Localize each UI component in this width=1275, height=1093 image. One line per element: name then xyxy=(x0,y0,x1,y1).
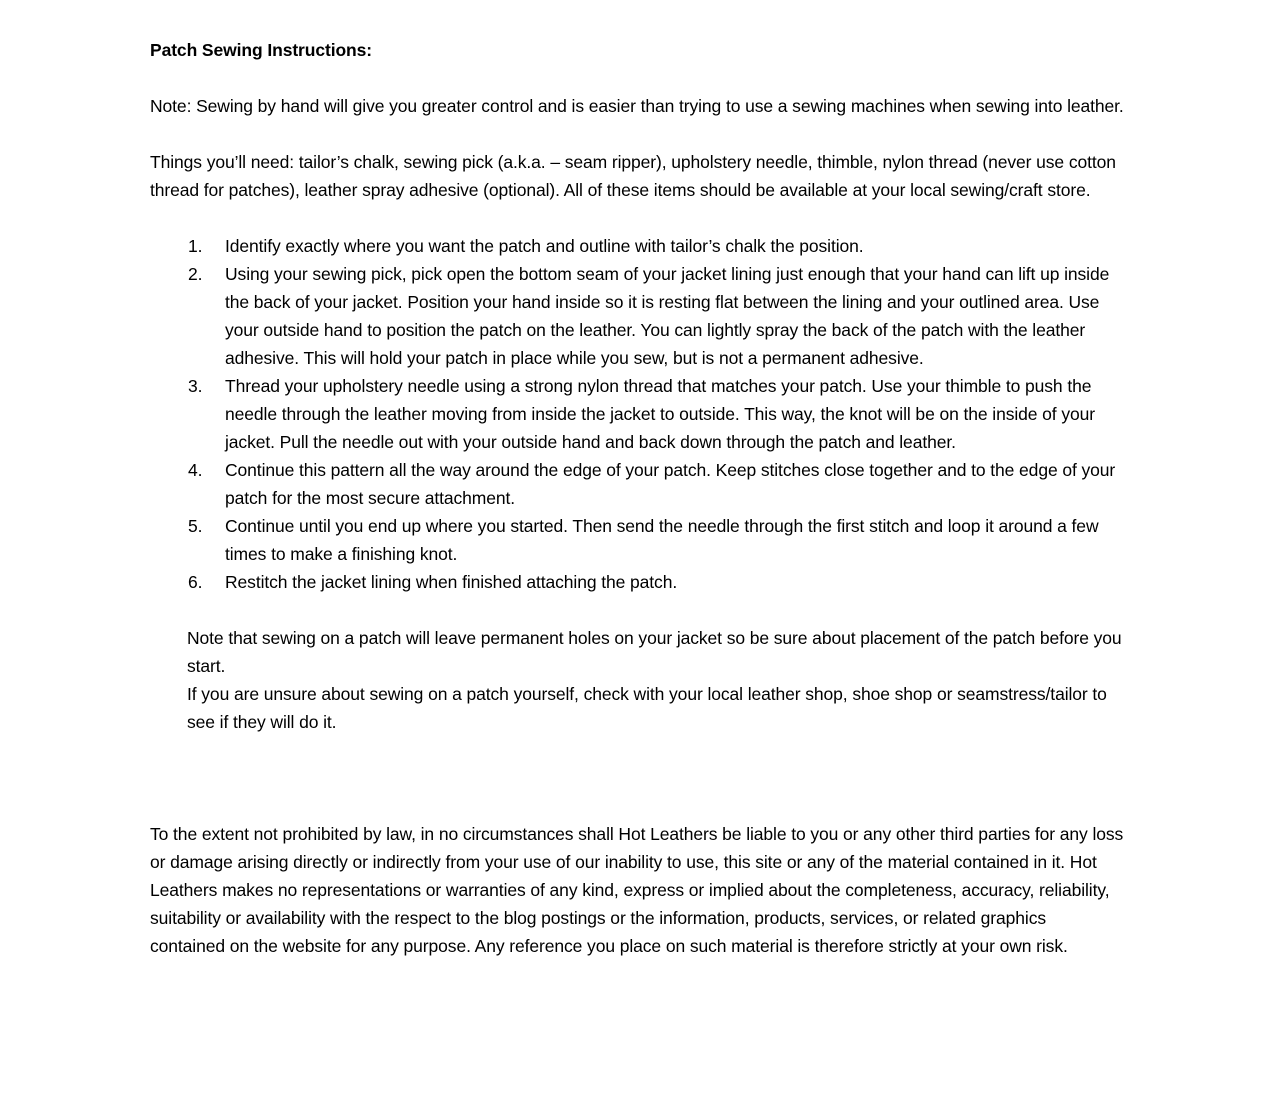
legal-disclaimer-paragraph: To the extent not prohibited by law, in no circumstances shall Hot Leathers be liable to you or any other third parties for any loss or damage arising directly or indirectly from your use of our inability to use, this site or any of the material contained in it. Hot Leathers makes no representations or warranties of any kind, express or implied about the completeness, accuracy, reliability, suitability or availability with the respect to the blog postings or the information, products, services, or related graphics contained on the website for any purpose. Any reference you place on such material is therefore strictly at your own risk. xyxy=(150,824,1124,956)
instruction-step-5: Continue until you end up where you started. Then send the needle through the first stitch and loop it around a few times to make a finishing knot. xyxy=(225,516,1099,564)
things-needed-paragraph: Things you’ll need: tailor’s chalk, sewing pick (a.k.a. – seam ripper), upholstery needle, thimble, nylon thread (never use cotton thread for patches), leather spray adhesive (optional). All of these items should be available at your local sewing/craft store. xyxy=(150,152,1116,200)
instruction-step-1: Identify exactly where you want the patch and outline with tailor’s chalk the position. xyxy=(225,236,864,256)
instruction-list xyxy=(150,232,1125,596)
instruction-step-4: Continue this pattern all the way around the edge of your patch. Keep stitches close together and to the edge of your patch for the most secure attachment. xyxy=(225,460,1116,508)
intro-note-paragraph: Note: Sewing by hand will give you greater control and is easier than trying to use a sewing machines when sewing into leather. xyxy=(150,96,1124,116)
placement-note-block xyxy=(187,624,1125,736)
placement-note-paragraph: Note that sewing on a patch will leave permanent holes on your jacket so be sure about placement of the patch before you start. xyxy=(187,628,1122,676)
instruction-step-3: Thread your upholstery needle using a strong nylon thread that matches your patch. Use your thimble to push the needle through the leather moving from inside the jacket to outside. This way, the knot will be on the inside of your jacket. Pull the needle out with your outside hand and back down through the patch and leather. xyxy=(225,376,1095,452)
alternative-note-paragraph: If you are unsure about sewing on a patch yourself, check with your local leather shop, shoe shop or seamstress/tailor to see if they will do it. xyxy=(187,684,1107,732)
document-title: Patch Sewing Instructions: xyxy=(150,40,373,60)
instruction-step-2: Using your sewing pick, pick open the bottom seam of your jacket lining just enough that your hand can lift up inside the back of your jacket. Position your hand inside so it is resting flat between the lining and your outlined area. Use your outside hand to position the patch on the leather. You can lightly spray the back of the patch with the leather adhesive. This will hold your patch in place while you sew, but is not a permanent adhesive. xyxy=(225,264,1110,368)
instruction-step-6: Restitch the jacket lining when finished attaching the patch. xyxy=(225,572,678,592)
